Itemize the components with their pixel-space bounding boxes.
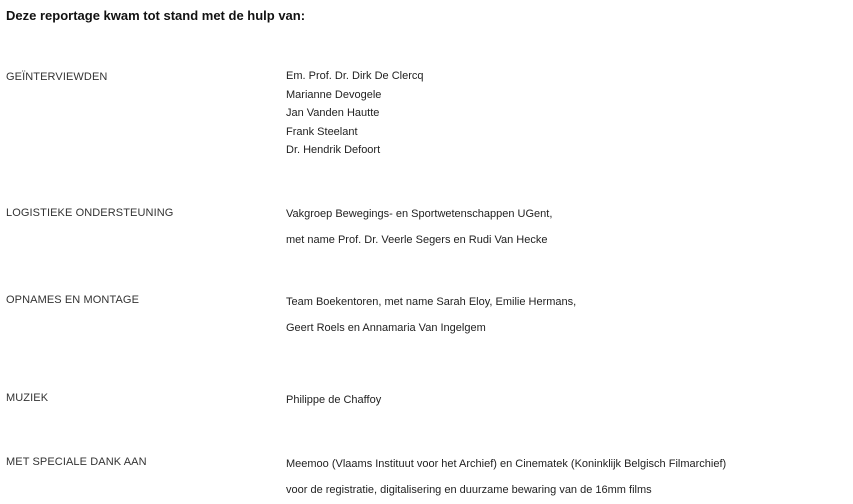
section-value-music (286, 387, 381, 413)
interviewee-line: Jan Vanden Hautte (286, 107, 380, 119)
logistics-line: Vakgroep Bewegings- en Sportwetenschappen UGent, (286, 208, 553, 220)
interviewee-line: Frank Steelant (286, 125, 358, 138)
section-value-logistics (286, 201, 552, 253)
interviewee-line: Marianne Devogele (286, 88, 382, 101)
section-label-special-thanks: MET SPECIALE DANK AAN (6, 456, 147, 468)
section-label-interviewees: GEÏNTERVIEWDEN (6, 71, 108, 83)
interviewee-line: Em. Prof. Dr. Dirk De Clercq (286, 70, 424, 82)
section-label-recording-editing: OPNAMES EN MONTAGE (6, 294, 139, 306)
section-value-recording-editing (286, 289, 576, 341)
interviewee-line: Dr. Hendrik Defoort (286, 144, 381, 156)
recording-line: Geert Roels en Annamaria Van Ingelgem (286, 322, 486, 334)
recording-line: Team Boekentoren, met name Sarah Eloy, Emilie Hermans, (286, 296, 577, 308)
logistics-line: met name Prof. Dr. Veerle Segers en Rudi Van Hecke (286, 234, 548, 246)
thanks-line: Meemoo (Vlaams Instituut voor het Archief) en Cinematek (Koninklijk Belgisch Filmarchief) (286, 458, 727, 470)
music-line: Philippe de Chaffoy (286, 394, 382, 406)
section-value-interviewees (286, 67, 424, 160)
section-value-special-thanks (286, 451, 726, 503)
page-heading: Deze reportage kwam tot stand met de hulp van: (6, 8, 306, 23)
section-label-logistics: LOGISTIEKE ONDERSTEUNING (6, 207, 174, 219)
thanks-line: voor de registratie, digitalisering en duurzame bewaring van de 16mm films (286, 484, 652, 496)
section-label-music: MUZIEK (6, 392, 49, 404)
